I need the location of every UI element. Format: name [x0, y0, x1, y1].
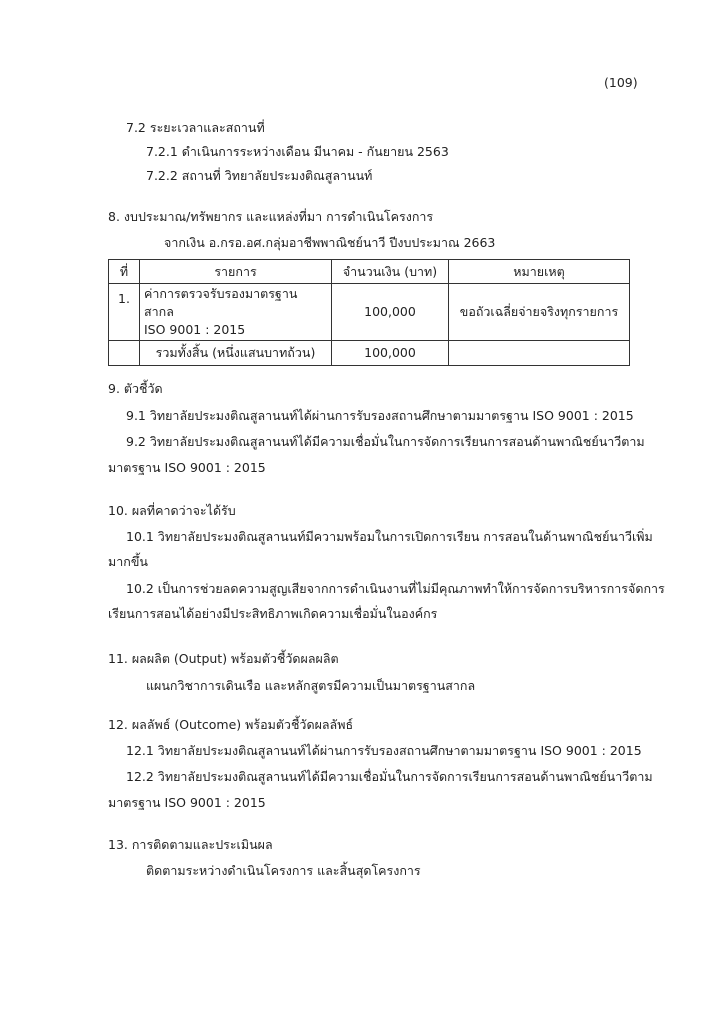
section-8-heading: 8. งบประมาณ/ทรัพยากร และแหล่งที่มา การดำเนินโครงการ: [108, 209, 434, 224]
budget-table: [108, 259, 630, 366]
section-11-text: แผนกวิชาการเดินเรือ และหลักสูตรมีความเป็นมาตรฐานสากล: [146, 678, 476, 693]
header-amount: จำนวนเงิน (บาท): [332, 260, 449, 284]
total-note-cell: [449, 341, 630, 366]
section-12-1-text: 12.1 วิทยาลัยประมงติณสูลานนท์ได้ผ่านการรับรองสถานศึกษาตามมาตรฐาน ISO 9001 : 2015: [126, 743, 642, 758]
section-13-heading: 13. การติดตามและประเมินผล: [108, 837, 273, 852]
item-description-line1: ค่าการตรวจรับรองมาตรฐานสากล: [144, 286, 298, 319]
section-9-2-text-cont: มาตรฐาน ISO 9001 : 2015: [108, 460, 266, 475]
section-12-heading: 12. ผลลัพธ์ (Outcome) พร้อมตัวชี้วัดผลลัพธ์: [108, 717, 354, 732]
section-7-2-2-text: 7.2.2 สถานที่ วิทยาลัยประมงติณสูลานนท์: [146, 168, 373, 183]
item-description: [140, 284, 332, 341]
header-no: ที่: [109, 260, 140, 284]
section-11-heading: 11. ผลผลิต (Output) พร้อมตัวชี้วัดผลผลิต: [108, 651, 339, 666]
section-12-2-text: 12.2 วิทยาลัยประมงติณสูลานนท์ได้มีความเชื่อมั่นในการจัดการเรียนการสอนด้านพาณิชย์นาวีตาม: [126, 769, 653, 784]
item-amount: 100,000: [332, 284, 449, 341]
section-12-2-text-cont: มาตรฐาน ISO 9001 : 2015: [108, 795, 266, 810]
section-10-heading: 10. ผลที่คาดว่าจะได้รับ: [108, 503, 236, 518]
item-note: ขอถัวเฉลี่ยจ่ายจริงทุกรายการ: [449, 284, 630, 341]
section-7-2-1-text: 7.2.1 ดำเนินการระหว่างเดือน มีนาคม - กันยายน 2563: [146, 144, 449, 159]
section-10-1-text-cont: มากขึ้น: [108, 554, 148, 569]
item-no: 1.: [109, 284, 140, 341]
section-10-2-text: 10.2 เป็นการช่วยลดความสูญเสียจากการดำเนินงานที่ไม่มีคุณภาพทำให้การจัดการบริหารการจัดการ: [126, 581, 665, 596]
total-no-cell: [109, 341, 140, 366]
page-number: (109): [604, 75, 638, 90]
table-total-row: [109, 341, 630, 366]
section-9-heading: 9. ตัวชี้วัด: [108, 381, 163, 396]
total-label: รวมทั้งสิ้น (หนึ่งแสนบาทถ้วน): [140, 341, 332, 366]
table-header-row: [109, 260, 630, 284]
table-row: [109, 284, 630, 341]
budget-source-text: จากเงิน อ.กรอ.อศ.กลุ่มอาชีพพาณิชย์นาวี ปีงบประมาณ 2663: [164, 235, 496, 250]
header-item: รายการ: [140, 260, 332, 284]
section-10-2-text-cont: เรียนการสอนได้อย่างมีประสิทธิภาพเกิดความเชื่อมั่นในองค์กร: [108, 606, 438, 621]
section-13-text: ติดตามระหว่างดำเนินโครงการ และสิ้นสุดโครงการ: [146, 863, 421, 878]
section-9-1-text: 9.1 วิทยาลัยประมงติณสูลานนท์ได้ผ่านการรับรองสถานศึกษาตามมาตรฐาน ISO 9001 : 2015: [126, 408, 634, 423]
section-10-1-text: 10.1 วิทยาลัยประมงติณสูลานนท์มีความพร้อมในการเปิดการเรียน การสอนในด้านพาณิชย์นาวีเพิ่ม: [126, 529, 653, 544]
total-amount: 100,000: [332, 341, 449, 366]
section-9-2-text: 9.2 วิทยาลัยประมงติณสูลานนท์ได้มีความเชื่อมั่นในการจัดการเรียนการสอนด้านพาณิชย์นาวีตาม: [126, 434, 645, 449]
section-7-2-heading: 7.2 ระยะเวลาและสถานที่: [126, 120, 265, 135]
header-note: หมายเหตุ: [449, 260, 630, 284]
item-description-line2: ISO 9001 : 2015: [144, 322, 246, 337]
